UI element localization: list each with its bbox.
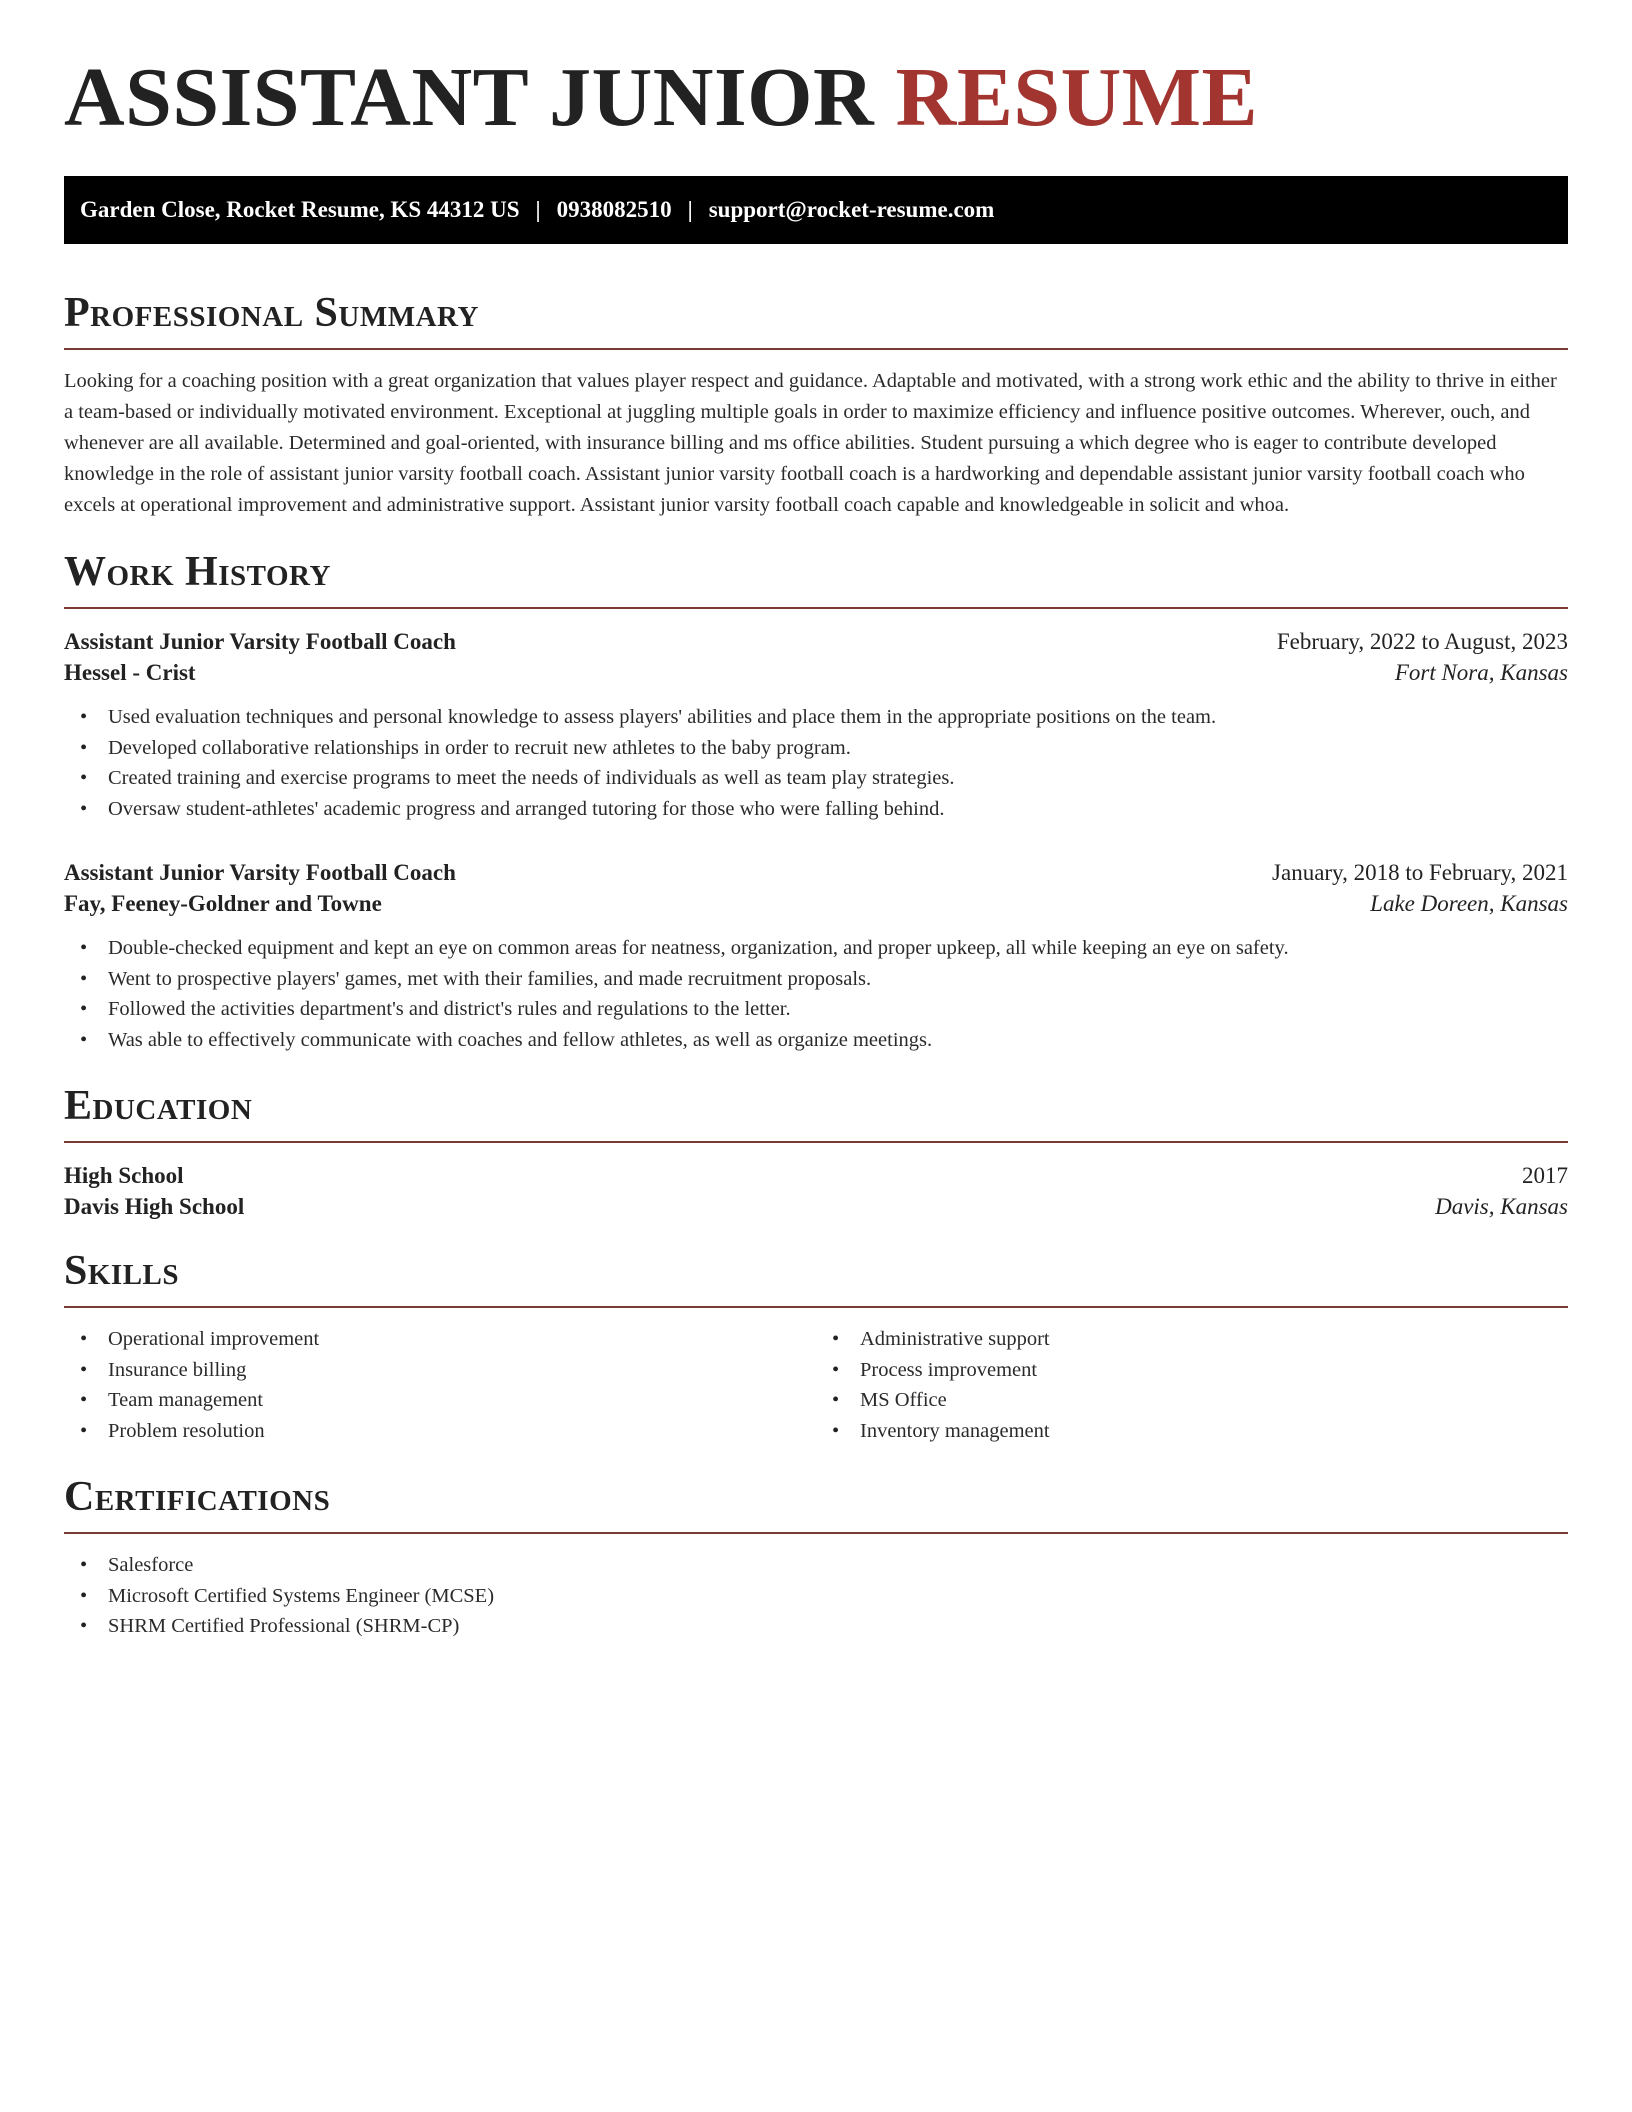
job-company-row xyxy=(64,891,1568,917)
job-location: Fort Nora, Kansas xyxy=(1394,660,1568,685)
list-item: • Process improvement xyxy=(832,1355,1568,1386)
summary-text: Looking for a coaching position with a great organization that values player respect and guidance. Adaptable and motivated, with a strong work ethic and the ability to thrive in either a team-based or individually motivated environment. Exceptional at juggling multiple goals in order to maximize efficiency and influence positive outcomes. Wherever, ouch, and whenever are all available. Determined and goal-oriented, with insurance billing and ms office abilities. Student pursuing a which degree who is eager to contribute developed knowledge in the role of assistant junior varsity football coach. Assistant junior varsity football coach is a hardworking and dependable assistant junior varsity football coach who excels at operational improvement and administrative support. Assistant junior varsity football coach capable and knowledgeable in solicit and whoa. xyxy=(64,370,1557,516)
education-degree: High School xyxy=(64,1163,184,1188)
title-accent: RESUME xyxy=(895,51,1259,144)
skills-grid xyxy=(64,1324,1568,1446)
list-item: • Team management xyxy=(80,1385,816,1416)
certifications-list xyxy=(64,1550,1568,1642)
skills-list-left xyxy=(64,1324,816,1446)
job-title-row xyxy=(64,860,1568,886)
job-title-row xyxy=(64,629,1568,655)
certifications-section xyxy=(64,1476,1568,1642)
section-heading-skills: Skills xyxy=(64,1250,1568,1308)
education-degree-row xyxy=(64,1163,1568,1189)
list-item: • Followed the activities department's and district's rules and regulations to the letter. xyxy=(80,994,1568,1025)
list-item: • Insurance billing xyxy=(80,1355,816,1386)
list-item: • Double-checked equipment and kept an eye on common areas for neatness, organization, and proper upkeep, all while keeping an eye on safety. xyxy=(80,933,1568,964)
job-bullets xyxy=(64,702,1568,824)
list-item: • Created training and exercise programs to meet the needs of individuals as well as team play strategies. xyxy=(80,763,1568,794)
job-entry xyxy=(64,629,1568,824)
contact-separator: | xyxy=(687,197,693,222)
education-school-row xyxy=(64,1194,1568,1220)
section-heading-summary: Professional Summary xyxy=(64,292,1568,350)
job-entry xyxy=(64,860,1568,1055)
list-item: • Was able to effectively communicate with coaches and fellow athletes, as well as organize meetings. xyxy=(80,1025,1568,1056)
job-dates: January, 2018 to February, 2021 xyxy=(1272,860,1568,885)
title-main: ASSISTANT JUNIOR xyxy=(64,51,875,144)
list-item: • Oversaw student-athletes' academic progress and arranged tutoring for those who were falling behind. xyxy=(80,794,1568,825)
resume-title xyxy=(64,0,1568,150)
list-item: • Salesforce xyxy=(80,1550,1568,1581)
contact-email[interactable]: support@rocket-resume.com xyxy=(708,197,995,222)
job-company-row xyxy=(64,660,1568,686)
work-history-section xyxy=(64,551,1568,1055)
contact-separator: | xyxy=(535,197,541,222)
list-item: • Used evaluation techniques and personal knowledge to assess players' abilities and place them in the appropriate positions on the team. xyxy=(80,702,1568,733)
section-heading-certifications: Certifications xyxy=(64,1476,1568,1534)
job-dates: February, 2022 to August, 2023 xyxy=(1276,629,1568,654)
list-item: • Operational improvement xyxy=(80,1324,816,1355)
job-company: Hessel - Crist xyxy=(64,660,196,685)
list-item: • MS Office xyxy=(832,1385,1568,1416)
job-bullets xyxy=(64,933,1568,1055)
education-school: Davis High School xyxy=(64,1194,245,1219)
education-section xyxy=(64,1085,1568,1220)
section-heading-work-history: Work History xyxy=(64,551,1568,609)
skills-section xyxy=(64,1250,1568,1446)
list-item: • Inventory management xyxy=(832,1416,1568,1447)
job-location: Lake Doreen, Kansas xyxy=(1370,891,1568,916)
education-year: 2017 xyxy=(1522,1163,1568,1188)
list-item: • Microsoft Certified Systems Engineer (MCSE) xyxy=(80,1581,1568,1612)
list-item: • Problem resolution xyxy=(80,1416,816,1447)
job-company: Fay, Feeney-Goldner and Towne xyxy=(64,891,382,916)
skills-list-right xyxy=(816,1324,1568,1446)
contact-bar xyxy=(64,176,1568,244)
summary-section xyxy=(64,292,1568,521)
list-item: • Developed collaborative relationships in order to recruit new athletes to the baby program. xyxy=(80,733,1568,764)
list-item: • Went to prospective players' games, met with their families, and made recruitment proposals. xyxy=(80,964,1568,995)
list-item: • Administrative support xyxy=(832,1324,1568,1355)
education-location: Davis, Kansas xyxy=(1435,1194,1568,1219)
job-title: Assistant Junior Varsity Football Coach xyxy=(64,629,456,654)
contact-phone[interactable]: 0938082510 xyxy=(556,197,672,222)
contact-address: Garden Close, Rocket Resume, KS 44312 US xyxy=(80,197,520,222)
job-title: Assistant Junior Varsity Football Coach xyxy=(64,860,456,885)
section-heading-education: Education xyxy=(64,1085,1568,1143)
list-item: • SHRM Certified Professional (SHRM-CP) xyxy=(80,1611,1568,1642)
